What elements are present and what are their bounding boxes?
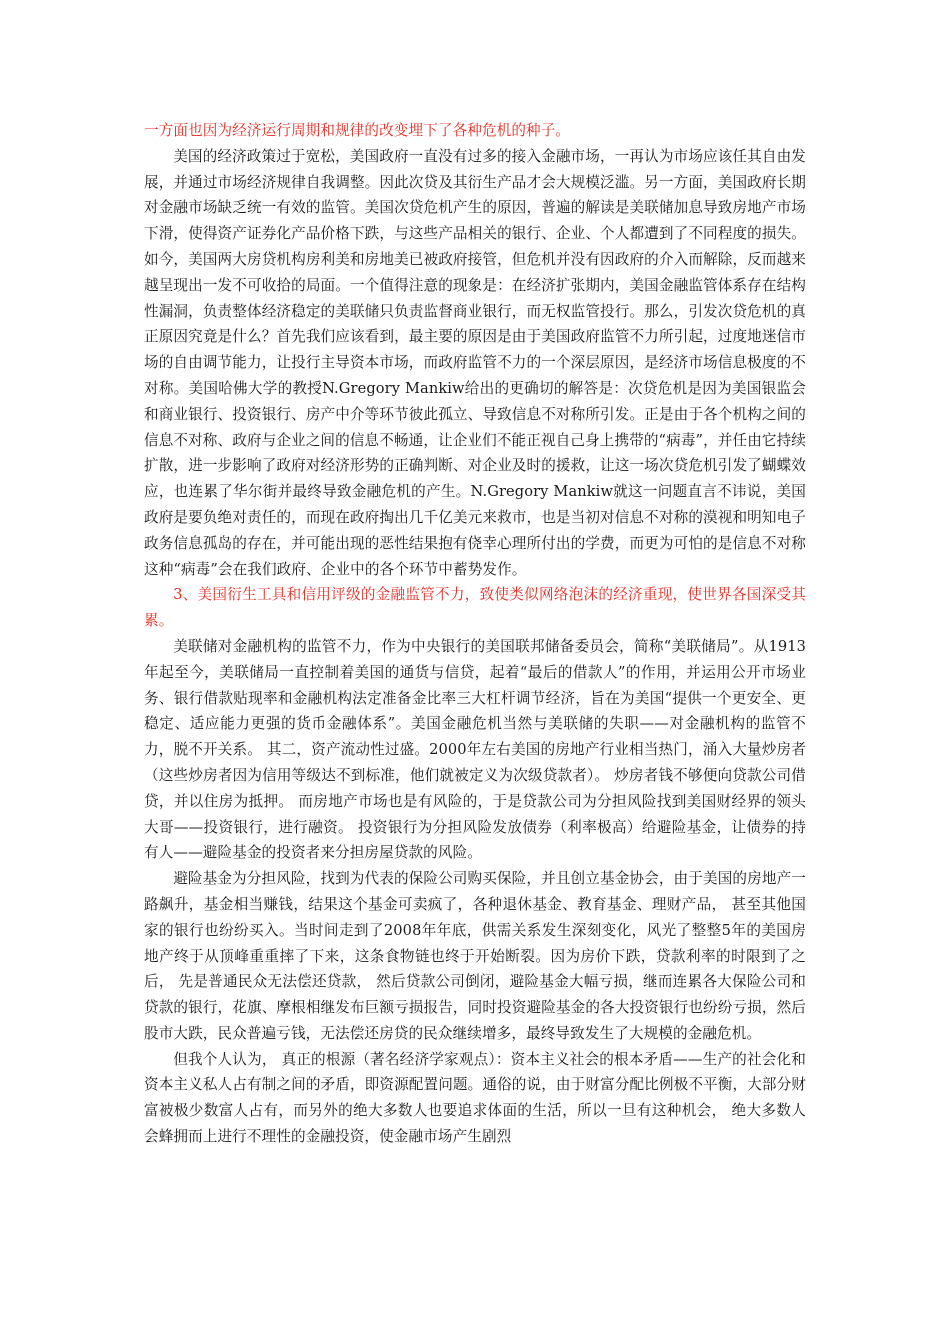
section-heading-3: 3、美国衍生工具和信用评级的金融监管不力，致使类似网络泡沫的经济重现，使世界各国深受其累。 (144, 586, 806, 630)
paragraph-fed-supervision: 美联储对金融机构的监管不力，作为中央银行的美国联邦储备委员会，简称“美联储局”。从1913年起至今，美联储局一直控制着美国的通货与信贷，起着“最后的借款人”的作用，并运用公开市场业务、银行借款贴现率和金融机构法定准备金比率三大杠杆调节经济，旨在为美国“提供一个更安全、更稳定、适应能力更强的货币金融体系”。美国金融危机当然与美联储的失职——对金融机构的监管不力，脱不开关系。 其二，资产流动性过盛。2000年左右美国的房地产行业相当热门，涌入大量炒房者（这些炒房者因为信用等级达不到标准，他们就被定义为次级贷款者）。 炒房者钱不够便向贷款公司借贷，并以住房为抵押。 而房地产市场也是有风险的，于是贷款公司为分担风险找到美国财经界的领头大哥——投资银行，进行融资。 投资银行为分担风险发放债券（利率极高）给避险基金，让债券的持有人——避险基金的投资者来分担房屋贷款的风险。 (144, 637, 806, 862)
paragraph-root-cause: 但我个人认为， 真正的根源（著名经济学家观点）：资本主义社会的根本矛盾——生产的社会化和资本主义私人占有制之间的矛盾，即资源配置问题。通俗的说，由于财富分配比例极不平衡，大部分财富被极少数富人占有，而另外的绝大多数人也要追求体面的生活，所以一旦有这种机会， 绝大多数人会蜂拥而上进行不理性的金融投资，使金融市场产生剧烈 (144, 1050, 806, 1146)
paragraph-continuation-red: 一方面也因为经济运行周期和规律的改变埋下了各种危机的种子。 (144, 122, 571, 139)
document-body (144, 118, 806, 1150)
paragraph-hedge-funds: 避险基金为分担风险，找到为代表的保险公司购买保险，并且创立基金协会，由于美国的房地产一路飙升，基金相当赚钱，结果这个基金可卖疯了，各种退休基金、教育基金、理财产品， 甚至其他国家的银行也纷纷买入。当时间走到了2008年年底，供需关系发生深刻变化，风光了整整5年的美国房地产终于从顶峰重重摔了下来，这条食物链也终于开始断裂。因为房价下跌，贷款利率的时限到了之后， 先是普通民众无法偿还贷款， 然后贷款公司倒闭，避险基金大幅亏损，继而连累各大保险公司和贷款的银行，花旗、摩根相继发布巨额亏损报告，同时投资避险基金的各大投资银行也纷纷亏损，然后股市大跌，民众普遍亏钱，无法偿还房贷的民众继续增多，最终导致发生了大规模的金融危机。 (144, 870, 806, 1042)
paragraph-us-policy: 美国的经济政策过于宽松，美国政府一直没有过多的接入金融市场，一再认为市场应该任其自由发展，并通过市场经济规律自我调整。因此次贷及其衍生产品才会大规模泛滥。另一方面，美国政府长期对金融市场缺乏统一有效的监管。美国次贷危机产生的原因，普遍的解读是美联储加息导致房地产市场下滑，使得资产证券化产品价格下跌，与这些产品相关的银行、企业、个人都遭到了不同程度的损失。如今，美国两大房贷机构房利美和房地美已被政府接管，但危机并没有因政府的介入而解除，反而越来越呈现出一发不可收拾的局面。一个值得注意的现象是：在经济扩张期内，美国金融监管体系存在结构性漏洞，负责整体经济稳定的美联储只负责监督商业银行，而无权监管投行。那么，引发次贷危机的真正原因究竟是什么？首先我们应该看到，最主要的原因是由于美国政府监管不力所引起，过度地迷信市场的自由调节能力，让投行主导资本市场，而政府监管不力的一个深层原因，是经济市场信息极度的不对称。美国哈佛大学的教授N.Gregory Mankiw给出的更确切的解答是：次贷危机是因为美国银监会和商业银行、投资银行、房产中介等环节彼此孤立、导致信息不对称所引发。正是由于各个机构之间的信息不对称、政府与企业之间的信息不畅通，让企业们不能正视自己身上携带的“病毒”，并任由它持续扩散，进一步影响了政府对经济形势的正确判断、对企业及时的援救，让这一场次贷危机引发了蝴蝶效应，也连累了华尔街并最终导致金融危机的产生。N.Gregory Mankiw就这一问题直言不讳说，美国政府是要负绝对责任的，而现在政府掏出几千亿美元来救市，也是当初对信息不对称的漠视和明知电子政务信息孤岛的存在，并可能出现的恶性结果抱有侥幸心理所付出的学费，而更为可怕的是信息不对称这种“病毒”会在我们政府、企业中的各个环节中蓄势发作。 (144, 147, 806, 578)
